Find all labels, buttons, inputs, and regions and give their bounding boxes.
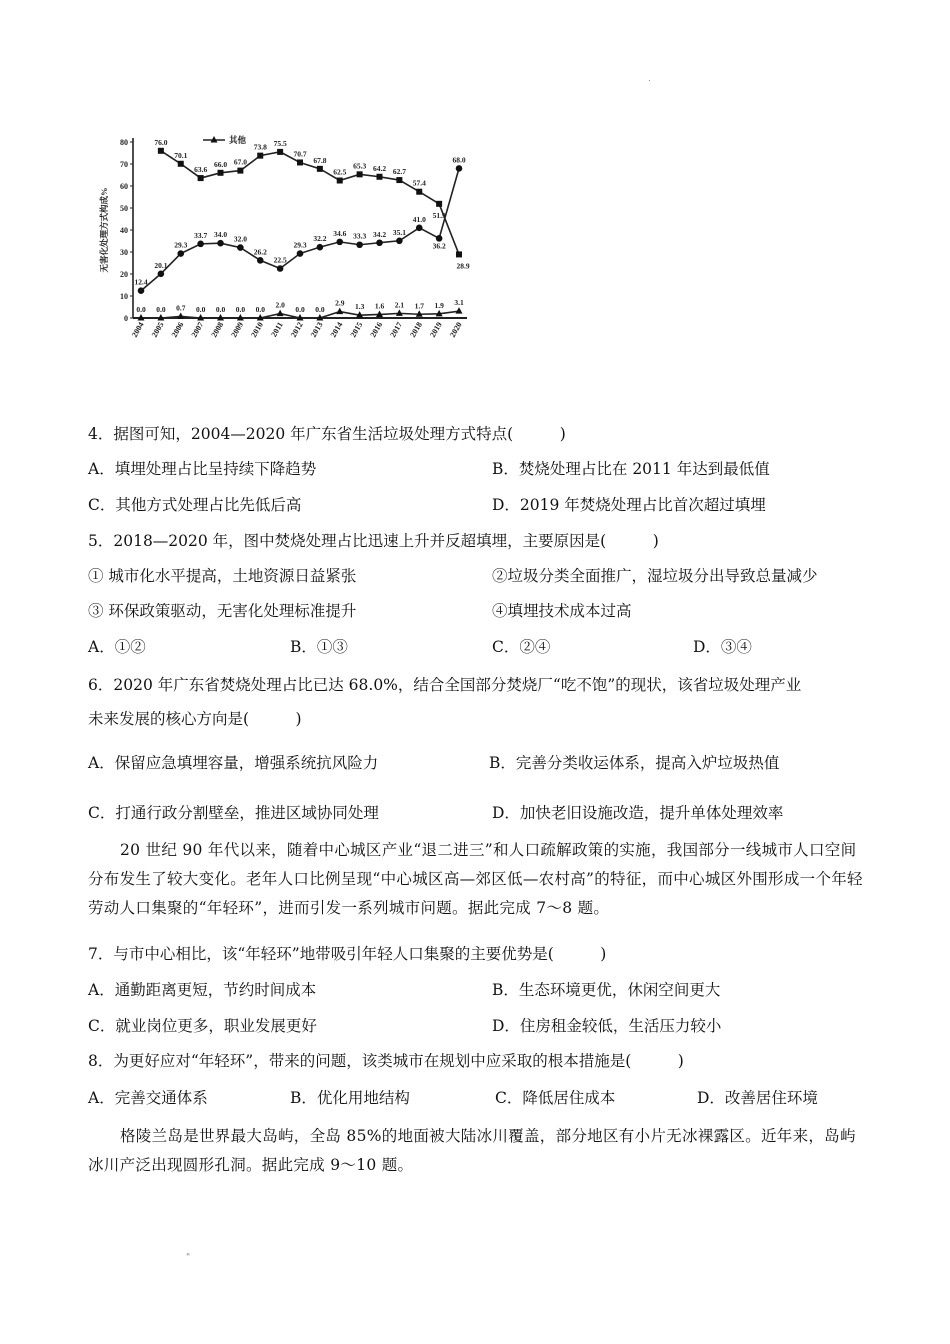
page-mark-top: . — [648, 74, 651, 84]
series-1-data-label: 32.0 — [233, 234, 247, 244]
x-tick-label: 2019 — [428, 320, 444, 339]
x-tick-label: 2020 — [447, 320, 464, 339]
series-1-data-label: 34.0 — [213, 230, 228, 240]
series-0-data-label: 76.0 — [154, 137, 168, 147]
x-tick-label: 2004 — [129, 320, 146, 339]
series-0-point — [377, 174, 383, 180]
series-2-data-label: 0.7 — [176, 303, 186, 313]
series-0-point — [178, 161, 184, 167]
x-tick-label: 2017 — [388, 320, 405, 339]
series-1-point — [317, 244, 324, 251]
series-2-data-label: 0.0 — [295, 305, 305, 314]
series-0-point — [317, 166, 323, 172]
q6-option-b[interactable]: B．完善分类收运体系，提高入炉垃圾热值 — [489, 754, 780, 772]
q6-stem-line1: 6．2020 年广东省焚烧处理占比已达 68.0%，结合全国部分焚烧厂“吃不饱”的现状，该省垃圾处理产业 — [88, 676, 802, 694]
series-1-point — [356, 241, 363, 248]
q8-option-d[interactable]: D．改善居住环境 — [697, 1089, 818, 1107]
x-tick-label: 2015 — [348, 320, 365, 339]
q6-option-c[interactable]: C．打通行政分割壁垒，推进区域协同处理 — [88, 804, 379, 822]
series-1-data-label: 33.3 — [353, 231, 367, 241]
series-0-point — [297, 159, 303, 165]
series-1-data-label: 20.1 — [154, 260, 168, 270]
series-1-data-label: 36.2 — [432, 241, 446, 251]
series-2-data-label: 2.0 — [275, 300, 285, 310]
q6-option-a[interactable]: A．保留应急填埋容量，增强系统抗风险力 — [88, 754, 379, 772]
series-0-point — [456, 251, 462, 257]
x-tick-label: 2012 — [288, 320, 305, 339]
series-1-point — [177, 250, 184, 257]
q4-option-a[interactable]: A．填埋处理占比呈持续下降趋势 — [88, 460, 317, 478]
series-1-point — [396, 237, 403, 244]
y-tick-label: 10 — [120, 292, 128, 301]
series-0-point — [436, 201, 442, 207]
page-mark-bottom: " — [186, 1253, 191, 1263]
series-2-data-label: 1.3 — [354, 302, 365, 312]
series-1-point — [416, 225, 423, 232]
x-tick-label: 2009 — [229, 320, 246, 339]
q8-option-a[interactable]: A．完善交通体系 — [88, 1089, 208, 1107]
series-0-data-label: 57.4 — [412, 178, 426, 188]
series-2-data-label: 3.1 — [454, 298, 464, 308]
q4-option-c[interactable]: C．其他方式处理占比先低后高 — [88, 496, 302, 514]
series-1-data-label: 68.0 — [452, 155, 466, 165]
series-1-point — [138, 287, 145, 294]
series-2-point — [277, 310, 284, 317]
legend-marker — [211, 136, 218, 143]
x-tick-label: 2011 — [269, 320, 285, 339]
x-tick-label: 2016 — [368, 320, 385, 339]
q7-option-c[interactable]: C．就业岗位更多，职业发展更好 — [88, 1017, 317, 1035]
q5-stem: 5．2018—2020 年，图中焚烧处理占比迅速上升并反超填埋，主要原因是( ) — [88, 532, 659, 550]
series-0-point — [396, 177, 402, 183]
y-tick-label: 70 — [120, 160, 128, 169]
series-1-point — [336, 239, 343, 246]
series-0-point — [198, 175, 204, 181]
q4-stem: 4．据图可知，2004—2020 年广东省生活垃圾处理方式特点( ) — [88, 425, 566, 443]
y-tick-label: 80 — [120, 138, 128, 147]
series-1-point — [297, 250, 304, 257]
series-0-data-label: 66.0 — [213, 159, 228, 169]
q5-statement-2: ②垃圾分类全面推广，湿垃圾分出导致总量减少 — [492, 567, 818, 585]
series-2-data-label: 1.9 — [434, 300, 444, 310]
x-tick-label: 2018 — [408, 320, 424, 339]
y-tick-label: 40 — [120, 226, 128, 235]
series-0-data-label: 70.1 — [174, 150, 188, 160]
series-2-data-label: 0.0 — [315, 305, 325, 314]
series-1-data-label: 12.4 — [134, 277, 148, 287]
series-1-data-label: 29.3 — [293, 240, 307, 250]
q5-option-a[interactable]: A．①② — [88, 638, 146, 656]
series-0-data-label: 62.5 — [333, 167, 347, 177]
series-0-data-label: 51.9 — [432, 210, 446, 220]
series-1-data-label: 29.3 — [174, 240, 188, 250]
line-chart — [95, 128, 490, 353]
legend-label: 其他 — [229, 135, 247, 145]
series-2-data-label: 0.0 — [215, 305, 226, 314]
series-2-data-label: 2.9 — [335, 298, 345, 308]
series-0-data-label: 63.6 — [194, 165, 208, 175]
series-2-data-label: 0.0 — [195, 305, 206, 314]
series-0-point — [357, 171, 363, 177]
series-0-data-label: 67.8 — [313, 155, 327, 165]
q6-stem-line2: 未来发展的核心方向是( ) — [88, 710, 302, 728]
q4-option-d[interactable]: D．2019 年焚烧处理占比首次超过填埋 — [492, 496, 766, 514]
x-tick-label: 2014 — [328, 320, 345, 339]
series-1-data-label: 33.7 — [194, 230, 208, 240]
series-2-data-label: 2.1 — [394, 300, 405, 310]
series-0-point — [158, 148, 164, 154]
series-1-data-label: 34.6 — [333, 228, 347, 238]
series-0-data-label: 62.7 — [392, 167, 406, 177]
series-0-point — [337, 178, 343, 184]
q7-option-a[interactable]: A．通勤距离更短，节约时间成本 — [88, 981, 317, 999]
q5-statement-4: ④填埋技术成本过高 — [492, 602, 632, 620]
chart — [95, 128, 490, 353]
q8-stem: 8．为更好应对“年轻环”，带来的问题，该类城市在规划中应采取的根本措施是( ) — [88, 1052, 684, 1070]
q8-option-b[interactable]: B．优化用地结构 — [290, 1089, 410, 1107]
q5-option-c[interactable]: C．②④ — [492, 638, 551, 656]
series-1-data-label: 34.2 — [372, 229, 387, 239]
q5-option-d[interactable]: D．③④ — [693, 638, 752, 656]
series-2-point — [336, 308, 343, 315]
series-1-point — [217, 240, 224, 247]
series-0-point — [218, 170, 224, 176]
series-2-point — [177, 312, 184, 319]
q8-option-c[interactable]: C．降低居住成本 — [495, 1089, 616, 1107]
series-1-point — [158, 270, 165, 277]
series-2-data-label: 1.6 — [374, 301, 385, 311]
y-axis-label: 无害化处理方式构成% — [99, 187, 109, 273]
series-2-data-label: 0.0 — [235, 305, 246, 314]
series-0-point — [277, 149, 283, 155]
passage-greenland: 格陵兰岛是世界最大岛屿，全岛 85%的地面被大陆冰川覆盖，部分地区有小片无冰裸露区。近年来，岛屿冰川产泛出现圆形孔洞。据此完成 9～10 题。 — [88, 1127, 856, 1174]
y-tick-label: 20 — [120, 270, 128, 279]
series-2-point — [456, 307, 463, 314]
x-tick-label: 2008 — [209, 320, 226, 339]
series-0-data-label: 65.3 — [353, 161, 367, 171]
x-tick-label: 2007 — [189, 320, 206, 339]
series-0-data-label: 70.7 — [293, 149, 307, 159]
series-0-data-label: 67.0 — [233, 157, 247, 167]
series-2-data-label: 0.0 — [156, 305, 166, 314]
series-2-data-label: 1.7 — [414, 301, 424, 311]
q7-stem: 7．与市中心相比，该“年轻环”地带吸引年轻人口集聚的主要优势是( ) — [88, 945, 607, 963]
series-1-data-label: 32.2 — [313, 234, 327, 244]
series-2-data-label: 0.0 — [255, 305, 265, 314]
series-1-data-label: 41.0 — [412, 214, 426, 224]
series-1-data-label: 22.5 — [273, 255, 287, 265]
q5-option-b[interactable]: B．①③ — [290, 638, 348, 656]
series-1-data-label: 35.1 — [392, 227, 406, 237]
series-0-point — [416, 189, 422, 195]
series-1-point — [197, 241, 204, 248]
y-tick-label: 60 — [120, 182, 128, 191]
y-tick-label: 50 — [120, 204, 128, 213]
x-tick-label: 2010 — [249, 320, 265, 339]
series-0-data-label: 28.9 — [456, 261, 470, 271]
series-1-point — [257, 257, 264, 264]
q7-option-b[interactable]: B．生态环境更优，休闲空间更大 — [492, 981, 721, 999]
x-tick-label: 2006 — [169, 320, 186, 339]
q5-statement-3: ③ 环保政策驱动，无害化处理标准提升 — [88, 602, 357, 620]
q6-option-d[interactable]: D．加快老旧设施改造，提升单体处理效率 — [492, 804, 784, 822]
series-2-data-label: 0.0 — [136, 305, 146, 314]
y-tick-label: 0 — [124, 314, 128, 323]
series-1-point — [237, 244, 244, 251]
series-1-point — [456, 165, 463, 172]
q5-statement-1: ① 城市化水平提高，土地资源日益紧张 — [88, 567, 357, 585]
series-0-data-label: 73.8 — [253, 142, 267, 152]
x-tick-label: 2005 — [149, 320, 166, 339]
series-0-data-label: 75.5 — [273, 138, 287, 148]
series-0-point — [237, 168, 243, 174]
series-0-data-label: 64.2 — [372, 163, 387, 173]
y-tick-label: 30 — [120, 248, 128, 257]
q7-option-d[interactable]: D．住房租金较低，生活压力较小 — [492, 1017, 722, 1035]
q4-option-b[interactable]: B．焚烧处理占比在 2011 年达到最低值 — [492, 460, 770, 478]
series-0-point — [257, 153, 263, 159]
series-1-data-label: 26.2 — [253, 247, 267, 257]
series-1-point — [376, 239, 383, 246]
passage-young-ring: 20 世纪 90 年代以来，随着中心城区产业“退二进三”和人口疏解政策的实施，我国部分一线城市人口空间分布发生了较大变化。老年人口比例呈现“中心城区高—郊区低—农村高”的特征，而中心城区外围形成一个年轻劳动人口集聚的“年轻环”，进而引发一系列城市问题。据此完成 7～8 题。 — [88, 841, 863, 917]
x-tick-label: 2013 — [308, 320, 325, 339]
series-1-point — [277, 265, 284, 272]
series-2-point — [396, 309, 403, 316]
